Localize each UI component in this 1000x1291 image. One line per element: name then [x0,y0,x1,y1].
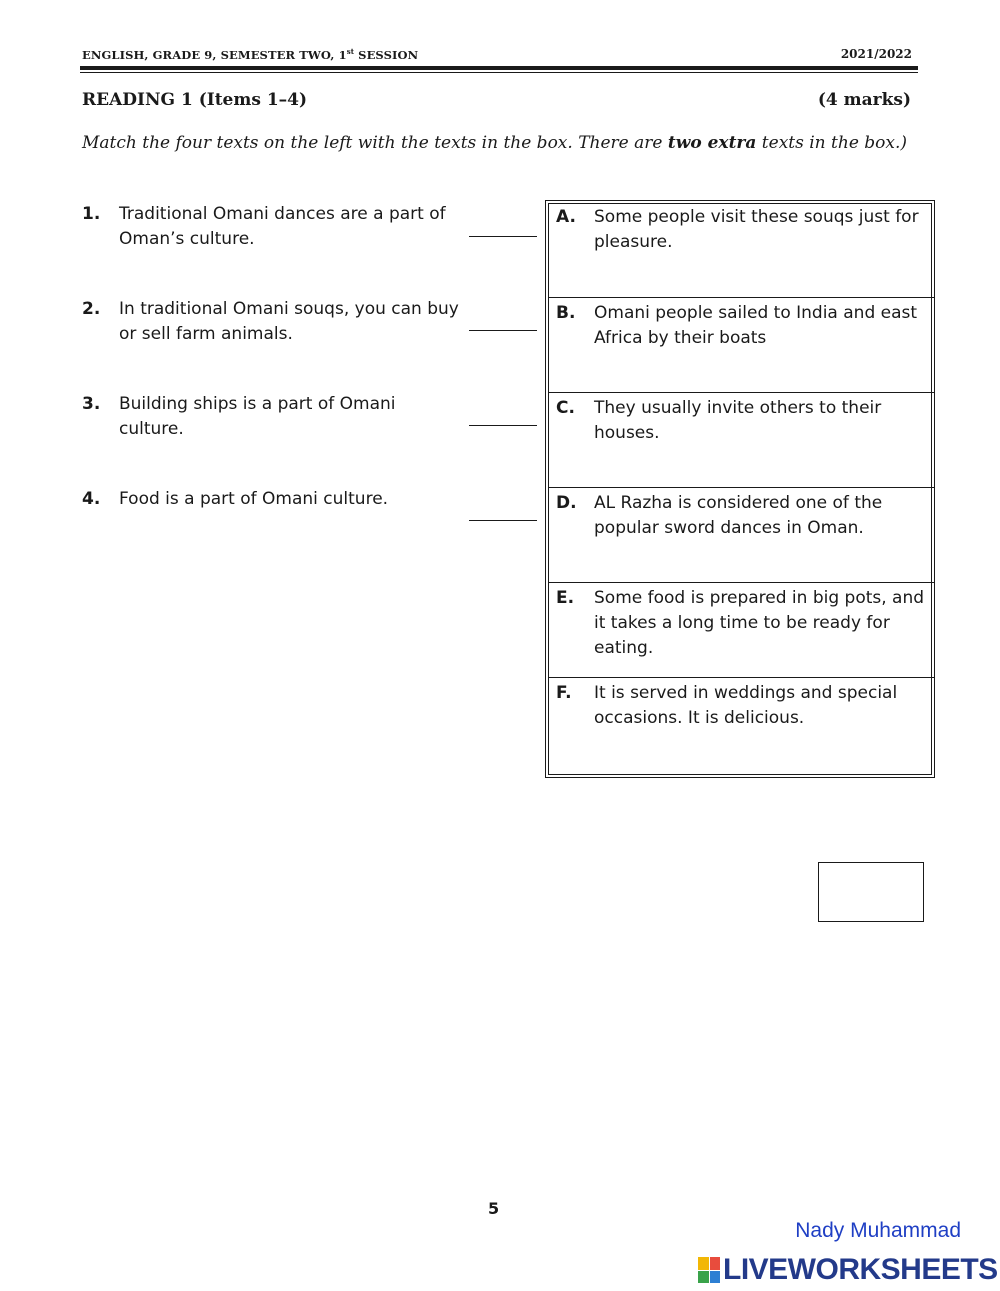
option-letter: F. [556,683,572,703]
answer-blank-1[interactable] [469,236,537,237]
option-item [548,677,934,772]
header-subject: ENGLISH, GRADE 9, SEMESTER TWO, 1st SESSION [82,47,419,62]
question-number: 3. [82,394,101,414]
question-number: 1. [82,204,101,224]
answer-blank-3[interactable] [469,425,537,426]
option-item [548,202,934,297]
option-text: Some people visit these souqs just for pleasure. [594,207,919,252]
question-text: Traditional Omani dances are a part of Oman’s culture. [119,204,446,249]
header-year: 2021/2022 [840,47,912,61]
question-text: Building ships is a part of Omani culture. [119,394,396,439]
liveworksheets-logo-icon [698,1257,720,1283]
section-title: READING 1 (Items 1–4) [82,90,308,110]
option-letter: D. [556,493,577,513]
option-text: Some food is prepared in big pots, and it takes a long time to be ready for eating. [594,588,925,658]
option-text: It is served in weddings and special occasions. It is delicious. [594,683,898,728]
option-letter: C. [556,398,575,418]
option-text: Omani people sailed to India and east Africa by their boats [594,303,918,348]
answer-blank-2[interactable] [469,330,537,331]
instructions: Match the four texts on the left with the texts in the box. There are two extra texts in the box.) [82,133,908,153]
option-item [548,392,934,487]
answer-blank-4[interactable] [469,520,537,521]
option-text: They usually invite others to their houses. [594,398,882,443]
option-letter: B. [556,303,576,323]
page-number: 5 [488,1199,500,1218]
option-letter: A. [556,207,576,227]
question-number: 4. [82,489,101,509]
option-text: AL Razha is considered one of the popular sword dances in Oman. [594,493,883,538]
option-item [548,487,934,582]
question-text: Food is a part of Omani culture. [119,489,389,509]
author-name: Nady Muhammad [795,1219,961,1242]
header-rule-thick [80,66,918,70]
score-box[interactable] [818,862,924,922]
option-item [548,297,934,392]
instructions-emphasis: two extra [667,133,757,153]
section-marks: (4 marks) [817,90,911,110]
question-text: In traditional Omani souqs, you can buy or sell farm animals. [119,299,459,344]
option-letter: E. [556,588,575,608]
logo-text: LIVEWORKSHEETS [723,1253,998,1286]
header-rule-thin [80,72,918,73]
liveworksheets-logo[interactable] [698,1254,998,1286]
option-item [548,582,934,677]
question-number: 2. [82,299,101,319]
